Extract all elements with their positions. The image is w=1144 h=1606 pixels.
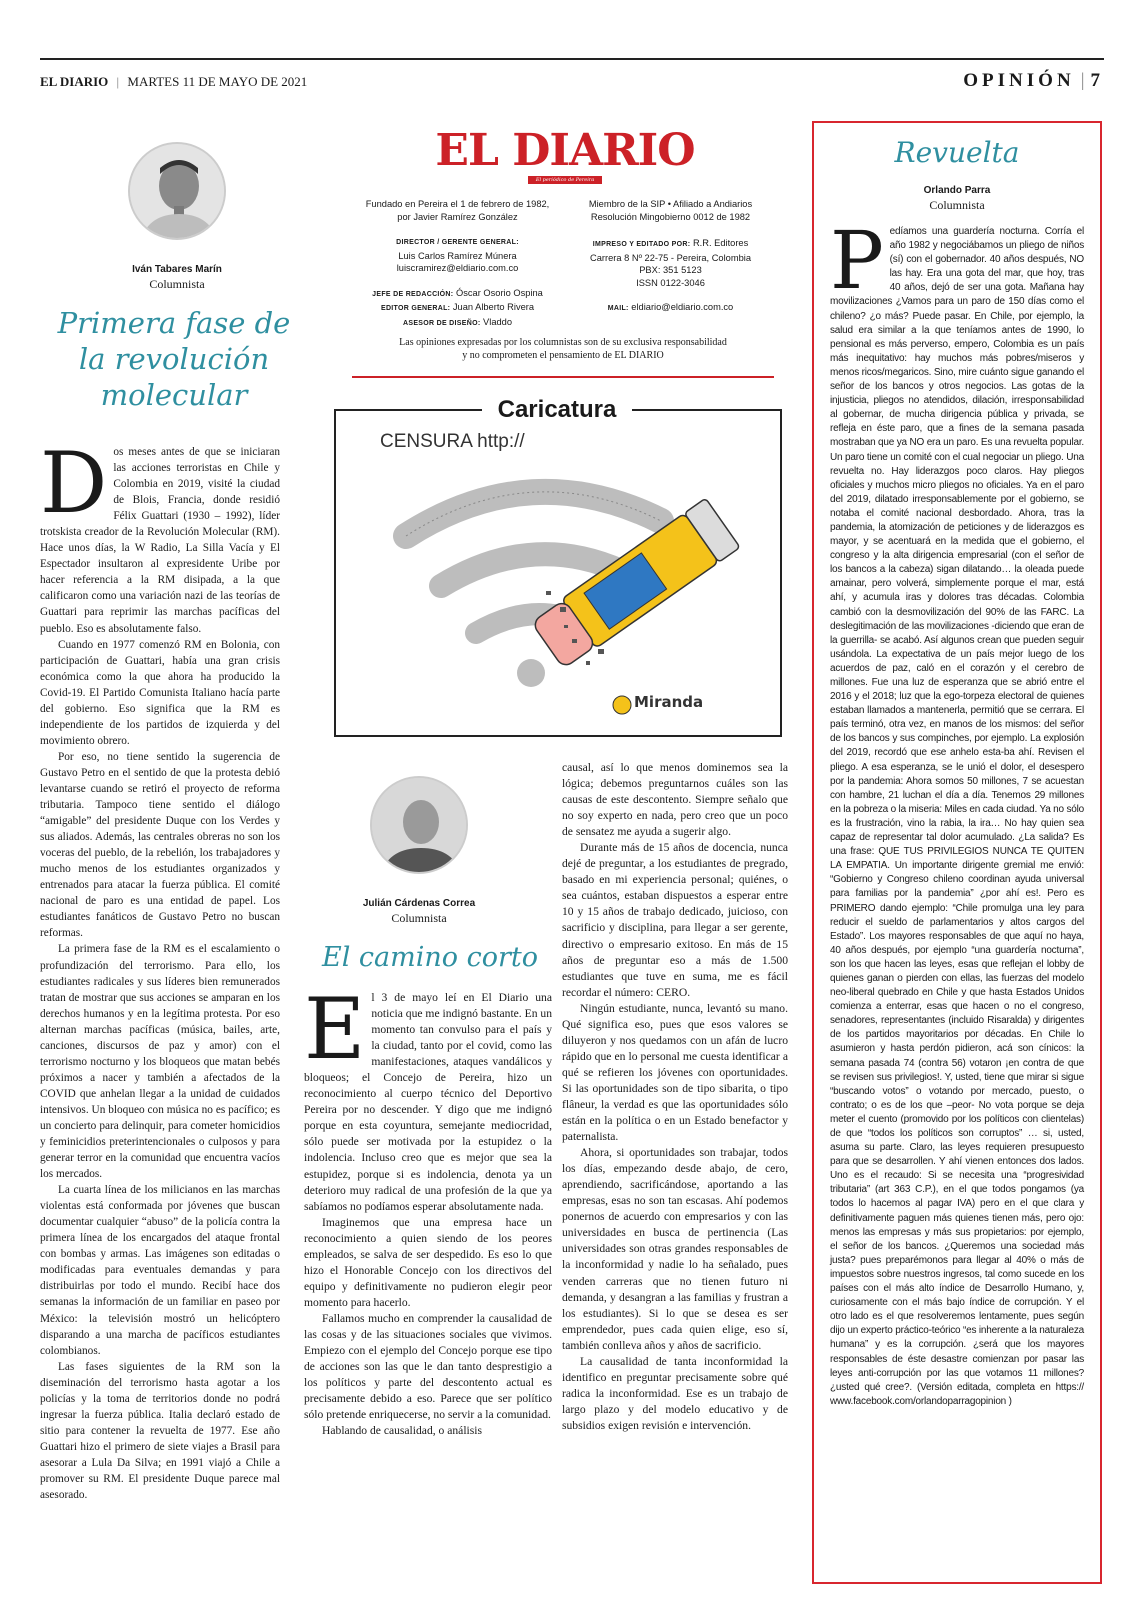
author-name: Julián Cárdenas Correa [362,898,476,909]
paragraph: Durante más de 15 años de docencia, nunca dejé de preguntar, a los estudiantes de pregrado, basado en mi experiencia personal; quiénes, o sea cuántos, estaban dispuestos a esperar entre 10 y 15 años de trabajo dedicado, juicioso, con sacrificio y disciplina, para llegar a ser gerente, directivo o empresario exitoso. En más de 15 años de preguntar eso a más de 1.500 estudiantes que tuve en suma, me es fácil recordar el número: CERO. [562,841,788,999]
masthead-disclaimer [352,337,774,362]
author-name: Iván Tabares Marín [132,264,222,275]
cartoon-signature: Miranda [634,693,704,711]
byline-right [814,183,1100,213]
avatar-julian-cardenas [370,776,468,874]
paragraph: Fallamos mucho en comprender la causalidad de las cosas y de las situaciones sociales que vivimos. Empiezo con el ejemplo del Concejo porque ese tipo de acciones son las que le dan tanto desprestigio a los políticos y parte del descontento actual es precisamente debido a eso. Parece que ser político sólo pretende enriquecerse, no servir a la comunidad. [304,1311,552,1422]
byline-left [90,262,264,292]
author-name: Orlando Parra [923,185,991,196]
paragraph: Imaginemos que una empresa hace un reconocimiento a quien siendo de los peores empleados, se salva de ser despedido. Es eso lo que hizo el Honorable Concejo con los directivos del equipo y definitivamente no pudieron elegir peor momento para hacerlo. [304,1215,552,1309]
masthead [360,125,770,184]
masthead-info-right [568,198,773,316]
resolution-line: Resolución Mingobierno 0012 de 1982 [590,211,751,222]
issue-date: MARTES 11 DE MAYO DE 2021 [127,74,308,89]
page-header-left: EL DIARIO | MARTES 11 DE MAYO DE 2021 [40,74,308,89]
paragraph: causal, así lo que menos dominemos sea la lógica; debemos preguntarnos cuáles son las causas de este descontento. Siempre señalo que no soy experto en nada, pero creo que un poco de sensatez me ayuda a sugerir algo. [562,761,788,839]
paragraph: La primera fase de la RM es el escalamiento o profundización del terrorismo. Para ello, los estudiantes radicales y sus líderes bien remunerados tratan de mostrar que sus acciones se amparan en los derechos humanos y en la legítima protesta. Por eso alternan marchas pacíficas (música, bailes, arte, canciones, discursos de paz y amor) con el terrorismo nocturno y los bloqueos que matan bebés próximos a nacer y también a afectados de la COVID que anhelan llegar a la unidad de cuidados intensivos. Un bloqueo con música no es pacífico; es un concierto para delinquir, para cometer homicidios y feminicidios preterintencionales o culposos y para generar terror en la comunidad que encuentra vacíos los mercados. [40,943,280,1181]
masthead-red-rule [352,376,774,378]
masthead-tagline: El periódico de Pereira [528,176,602,184]
author-role: Columnista [391,911,447,925]
asesor-label: ASESOR DE DISEÑO: [403,319,481,327]
headline-middle: El camino corto [322,942,538,973]
disclaimer-line: Las opiniones expresadas por los columnistas son de su exclusiva responsabilidad [399,337,727,348]
masthead-info-left [355,198,560,330]
paragraph: La cuarta línea de los milicianos en las marchas violentas está conformada por jóvenes que buscan documentar cualquier “abuso” de la policía contra la primera línea de los encargados del ataque frontal con bombas y armas. Las imágenes son editadas o modificadas para eventuales demandas y para distribuirlas por todo el mundo. Recibí hace dos semanas la información de un familiar en paseo por México: la televisión mostró un helicóptero disparando a una marcha de pacíficos estudiantes colombianos. [40,1184,280,1357]
paragraph: Hablando de causalidad, o análisis [322,1424,483,1438]
paragraph: Cuando en 1977 comenzó RM en Bolonia, con participación de Guattari, había una gran crisis económica como la que ahora ha producido la Covid-19. El Partido Comunista Italiano hacía parte del gobierno. Eso significa que la RM es independiente de los partidos de izquierda y del movimiento obrero. [40,638,280,747]
director-email: luiscramirez@eldiario.com.co [396,263,519,273]
byline-middle [340,896,498,926]
page-number: 7 [1090,70,1104,91]
article-left-body [40,434,280,1503]
cartoon-illustration [336,411,780,735]
headline-right: Revuelta [894,136,1020,169]
dropcap: E [304,980,366,1078]
pbx-line: PBX: 351 5123 [639,265,702,275]
paragraph: os meses antes de que se iniciaran las acciones terroristas en Chile y Colombia en 2019, visité la ciudad de Blois, Francia, donde residió Félix Guattari (1930 – 1992), líder trotskista creador de la Revolución Molecular (RM). Hace unos días, la W Radio, La Silla Vacía y El Espectador insultaron al expresidente Uribe por hacer referencia a la RM disipada, a la que calificaron como una variación nazi de las teorías de Guattari para reprimir las marchas pacíficas del pueblo. Eso es absolutamente falso. [40,446,280,635]
jefe-label: JEFE DE REDACCIÓN: [372,290,454,298]
mail-address: eldiario@eldiario.com.co [631,302,734,312]
paragraph: Las fases siguientes de la RM son la diseminación del terrorismo hasta agotar a los policías y la toma de territorios donde no podrá ingresar la fuerza pública. Italia declaró estado de sitio para contener la revuelta de 1977. Ese año Guattari hizo el primero de siete viajes a Brasil para asesorar a Lula Da Silva; en 1991 viajó a Chile a promover su RM. El presidente Duque parece mal asesorado. [40,1360,280,1502]
paragraph: Ningún estudiante, nunca, levantó su mano. Qué significa eso, pues que esos valores se diluyeron y nos quedamos con un afán de lucro rápido que en lo personal me cuesta identificar a qué se refieren los jóvenes con oportunidades. Si las oportunidades son de tipo sibarita, o tipo flâneur, la verdad es que las oportunidades sólo están en la política o en un Estado benefactor y paternalista. [562,1001,788,1144]
article-right-box [812,121,1102,1584]
paragraph: Ahora, si oportunidades son trabajar, todos los días, empezando desde abajo, de cero, aprendiendo, sacrificándose, aportando a las empresas, esas no son tan escasas. Ahí podemos ponernos de acuerdo con empresarios y con las universidades en busca de pertinencia (Las universidades son otras grandes responsables de la inconformidad y nadie lo ha señalado, pues venden carreras que no tienen futuro ni demanda, y desangran a las familias y frustran a los estudiantes). Si lo que se desea es ser emprendedor, pues cada quien elige, eso sí, también conlleva años y años de sacrificio. [562,1146,788,1352]
author-role: Columnista [929,198,985,212]
founded-line: Fundado en Pereira el 1 de febrero de 1982, [365,199,550,209]
director-name: Luis Carlos Ramírez Múnera [398,250,517,261]
issn-line: ISSN 0122-3046 [636,277,705,288]
printed-label: IMPRESO Y EDITADO POR: [592,241,691,248]
member-line: Miembro de la SIP • Afiliado a Andiarios [588,199,753,209]
masthead-logo: EL DIARIO [435,125,695,176]
asesor-name: Vladdo [483,316,512,327]
headline-left: Primera fase de la revolución molecular [57,306,291,412]
paragraph: l 3 de mayo leí en El Diario una noticia que me indignó bastante. En un momento tan convulso para el país y la ciudad, tanto por el covid, como las manifestaciones, ataques vandálicos y bloqueos; el Concejo de Pereira, hizo un reconocimiento al cuerpo técnico del Deportivo Pereira por no descender. Y digo que me indignó porque en esta coyuntura, semejante mediocridad, sólo puede ser motivada por la estupidez o la indolencia. Incluso creo que es mejor que sea la estupidez, porque si es indolencia, denota ya un deterioro muy radical de una profesión de la que ya sabíamos no podíamos esperar absolutamente nada. [304,991,552,1213]
dropcap: P [830,214,884,307]
paragraph: La causalidad de tanta inconformidad la identifico en preguntar precisamente sobre qué radica la inconformidad. Ese es un trabajo de largo plazo y del modelo educativo y de subsidios exigen revisión e intervención. [562,1354,788,1432]
paragraph: edíamos una guardería nocturna. Corría el año 1982 y negociábamos un pliego de niños (sí) con el gobernador. 40 años después, NO las hay. Era una gota del mar, que hoy, tras 40 años, dejó de ser una gota. Mañana hay movilizaciones ¿Vamos para un paro de 150 días como el chileno? ¿o más? Puede pasar. En Chile, por ejemplo, la salud era similar a la que teníamos antes de 1990, lo pensional es más perverso, empero, Colombia es un país más inequitativo: hay muchos más pobres/miseros y menos ricos/megaricos. Sino, mire cuánto sigue ganando el señor de los bancos y otros negocios. Las gotas de la injusticia, pliegos no atendidos, dilación, irresponsabilidad al gobernar, de mucha dirigencia pública y privada, se refleja en éste paro, que a fines de la semana pasada mostraban que ya NO era un paro. Es una revuelta popular. Un paro tiene un comité con el cual negociar un pliego. Una revuelta no. Hay liderazgos poco claros. Hay pliegos oficiales y muchos micro pliegos no oficiales. Ya en el paro del 2019, dilatado irresponsablemente por el gobierno, se notaba el comité nacional desbordado. Ahora, tras la pandemia, la atomización de peticiones y de liderazgos es mayor, y se acentuará en la medida que el gobierno, el congreso y la alta dirigencia empresarial (con el señor de los bancos a la cabeza) sigan dilatando… la oleada puede amainar, pero volverá, simplemente porque el mar, está ahí, y acumula iras y dolores tras décadas. Colombia cambió con la desmovilización del 90% de las FARC. La deslegitimación de las movilizaciones -diciendo que eran de la guerrilla- se acabó. Así algunos crean que pueden seguir usándola. La expectativa de un país mejor luego de los acuerdos de paz, caló en el corazón y el cerebro de millones. Fue una luz de esperanza que se abrió entre el 2016 y el 2018; luz que la ego-torpeza electoral de quienes estaban llamados a mantenerla, permitió que se cerrara. El país terminó, otra vez, en manos de los mismos: del señor de los bancos y sus compinches, por ejemplo. La explosión del 2019, recordó que ese anhelo esta-ba ahí. Revisen el pliego. A esa esperanza, se le unió el dolor, el desespero por la pandemia: Ahora somos 50 millones, 7 se acuestan con hambre, 21 luchan el día a día. Tenemos 29 millones en la pobreza o la miseria: Miles en cada ciudad. Ya no sólo es la frustración, vino la rabia, la ira… No hay quien sea capaz de representar tal dolor acumulado. ¿La salida? Es una frase: QUE TUS PRIVILEGIOS NUNCA TE QUITEN LA EMPATIA. Un importante dirigente gremial me envió: “Gobierno y Congreso chileno coordinan ayuda universal para familias por la pandemia” ¿por ahí es!. Pero es PRIMERO dando ejemplo: “Chile promulga una ley para reducir el sueldo de parlamentarios y altos cargos del Estado”. Los mayores responsables de que aquí no haya, 40 años después, por ejemplo “una guardería nocturna”, son los que hacen las leyes, esas que reflejan el lobby de quienes ganan o pierden con ellas, las fuerzas del modelo neo-liberal quebrado en Chile y que hasta Estados Unidos comienza a enterrar, esas que hacen o no el congreso, senadores, representantes (incluido Risaralda) y dirigentes de los partidos mayoritarios por décadas. En Chile lo asumieron y hasta perdón pidieron, acá son cínicos: la semana pasada 74 (contra 56) votaron ¡en contra de que se revisen sus privilegios!. Y, usted, tiene que mirar si sigue “buscando votos” o votando por mercado, puesto, o contrato; o es de los que –peor- No vota porque se deja meter el cuento (promovido por los políticos con clientelas) de que “todos los políticos son corruptos” … si, usted, asuma su parte. Claro, las leyes requieren presupuesto para que se desarrollen. Y ahí vienen entonces dos lados. Uno es el recaudo: Si se necesita una “progresividad tributaria” (art 363 C.P.), en el que todos pongamos (ya todos lo hacemos al pagar IVA) pero en el que clara y definitivamente paguen más quienes tienen más, pero ojo: menos las empresas y más sus propietarios: por ejemplo, el señor de los bancos. ¿Queremos una sociedad más justa? pues preparémonos para llegar al 40% o más de impuestos sobre nuestros ingresos, tal como sucede en los países con el más alto índice de Desarrollo Humano, y, curiosamente con el más bajo índice de corrupción. Y el otro lado es el que resolveremos lentamente, pues según dijo un experto práctico-teórico “es inherente a la naturaleza humana” y es la corrupción. ¿será que los mayores responsables de éste desastre comienzan por pasar las leyes anti-corrupción por las que votamos 11 millones? ¿usted qué cree?. (Versión editada, completa en https:// www.facebook.com/orlandoparragopinion ) [830,226,1084,1407]
cartoon-title: Caricatura [482,396,632,424]
cartoon-frame [334,409,782,737]
author-role: Columnista [149,277,205,291]
header-rule [40,58,1104,60]
article-middle-body-b [562,760,788,1434]
director-label: DIRECTOR / GERENTE GENERAL: [396,239,519,246]
editor-name: Juan Alberto Rivera [452,302,535,312]
article-right-body [830,214,1084,1409]
avatar-ivan-tabares [128,142,226,240]
founder-line: por Javier Ramírez González [397,211,518,222]
section-name: OPINIÓN [963,70,1075,91]
paragraph: Por eso, no tiene sentido la sugerencia de Gustavo Petro en el sentido de que la protesta debió levantarse cuando se retiró el proyecto de reforma tributaria. Tampoco tiene sentido el diálogo “amigable” del presidente Duque con los Verdes y sus aliados. Además, las centrales obreras no son los voceras del pueblo, de la rebelión, los trabajadores y mucho menos de los estudiantes organizados y entrenados para atacar la fuerza pública. El comité nacional de paro es una entidad de papel. Los estudiantes fanáticos de Gustavo Petro no buscan reformas. [40,750,280,940]
disclaimer-line: y no comprometen el pensamiento de EL DIARIO [462,349,664,361]
editor-label: EDITOR GENERAL: [380,305,451,312]
cartoon-caption: CENSURA http:// [380,431,525,452]
article-middle-body-a [304,980,552,1439]
dropcap: D [40,434,108,532]
mail-label: MAIL: [607,305,629,312]
page-header-right: OPINIÓN | 7 [963,70,1104,91]
paper-name: EL DIARIO [40,74,109,89]
jefe-name: Óscar Osorio Ospina [456,287,543,298]
address-line: Carrera 8 Nº 22-75 - Pereira, Colombia [590,252,751,263]
printed-by: R.R. Editores [692,238,749,248]
